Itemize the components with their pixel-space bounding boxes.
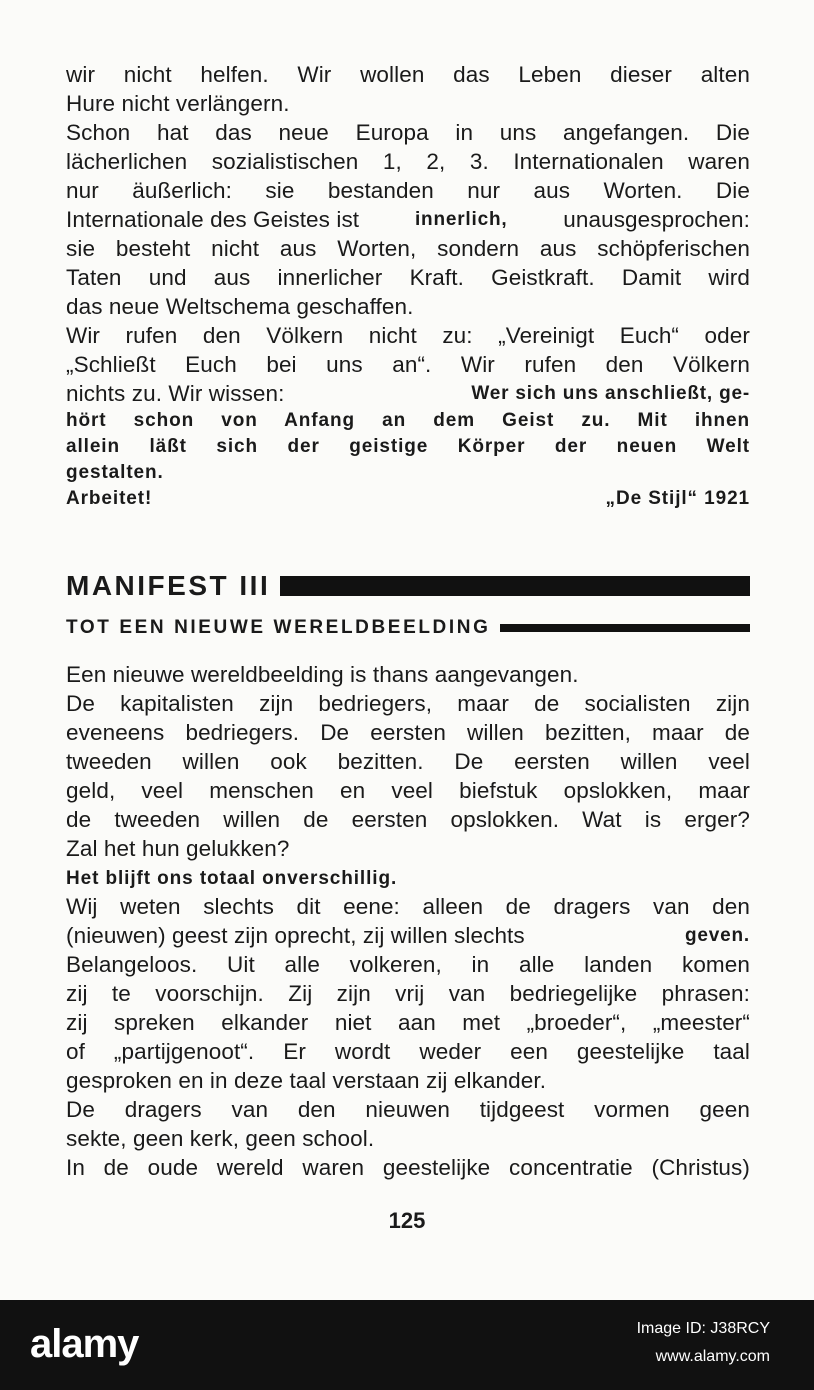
bold-text-line: allein läßt sich der geistige Körper der neuen Welt — [66, 436, 750, 457]
bold-text-line: Het blijft ons totaal onverschillig. — [66, 868, 398, 889]
watermark-bar — [0, 1300, 814, 1390]
title-rule — [280, 576, 750, 596]
text-fragment: Internationale des Geistes ist — [66, 207, 360, 232]
manifest-subtitle-row — [66, 614, 750, 642]
text-line — [66, 921, 750, 950]
text-line: Schon hat das neue Europa in uns angefangen. Die — [66, 120, 750, 145]
text-line: nur äußerlich: sie bestanden nur aus Worten. Die — [66, 178, 750, 203]
text-line: sekte, geen kerk, geen school. — [66, 1126, 375, 1151]
image-id: Image ID: J38RCY — [636, 1320, 770, 1337]
text-line: Wij weten slechts dit eene: alleen de dragers van den — [66, 894, 750, 919]
text-line: De kapitalisten zijn bedriegers, maar de socialisten zijn — [66, 691, 750, 716]
manifest-title: MANIFEST III — [66, 570, 271, 601]
site-url: www.alamy.com — [655, 1348, 770, 1365]
text-line: Hure nicht verlängern. — [66, 91, 290, 116]
subtitle-rule — [500, 624, 750, 632]
emphasis-text: innerlich, — [414, 209, 508, 230]
text-line — [66, 205, 750, 234]
bold-text-line: gestalten. — [66, 462, 164, 483]
text-line: zij te voorschijn. Zij zijn vrij van bedriegelijke phrasen: — [66, 981, 750, 1006]
emphasis-text: Wer sich uns anschließt, ge- — [471, 383, 750, 404]
emphasis-text: geven. — [685, 925, 750, 946]
text-fragment: unausgesprochen: — [563, 207, 750, 232]
page-number: 125 — [388, 1208, 426, 1233]
text-line: gesproken en in deze taal verstaan zij elkander. — [66, 1068, 547, 1093]
manifest-subtitle: TOT EEN NIEUWE WERELDBEELDING — [66, 617, 491, 638]
text-fragment: nichts zu. Wir wissen: — [66, 381, 285, 406]
text-line: geld, veel menschen en veel biefstuk opslokken, maar — [66, 778, 750, 803]
text-line: zij spreken elkander niet aan met „broeder“, „meester“ — [66, 1010, 750, 1035]
text-fragment: (nieuwen) geest zijn oprecht, zij willen slechts — [66, 923, 525, 948]
text-line: das neue Weltschema geschaffen. — [66, 294, 414, 319]
text-line: Taten und aus innerlicher Kraft. Geistkraft. Damit wird — [66, 265, 750, 290]
text-line: De dragers van den nieuwen tijdgeest vormen geen — [66, 1097, 750, 1122]
manifest-title-row — [66, 568, 750, 604]
text-line: eveneens bedriegers. De eersten willen bezitten, maar de — [66, 720, 750, 745]
text-line: lächerlichen sozialistischen 1, 2, 3. Internationalen waren — [66, 149, 750, 174]
signature-right: „De Stijl“ 1921 — [605, 488, 750, 509]
text-line: Wir rufen den Völkern nicht zu: „Vereinigt Euch“ oder — [66, 323, 750, 348]
text-line: Belangeloos. Uit alle volkeren, in alle landen komen — [66, 952, 750, 977]
signature-left: Arbeitet! — [66, 488, 153, 509]
text-line: de tweeden willen de eersten opslokken. Wat is erger? — [66, 807, 750, 832]
text-line: wir nicht helfen. Wir wollen das Leben dieser alten — [66, 62, 750, 87]
bold-text-line: hört schon von Anfang an dem Geist zu. Mit ihnen — [66, 410, 750, 431]
text-line: Een nieuwe wereldbeelding is thans aangevangen. — [66, 662, 579, 687]
text-line: of „partijgenoot“. Er wordt weder een geestelijke taal — [66, 1039, 750, 1064]
signature-line — [66, 484, 750, 513]
text-line: sie besteht nicht aus Worten, sondern aus schöpferischen — [66, 236, 750, 261]
text-line — [66, 379, 750, 408]
text-line: tweeden willen ook bezitten. De eersten willen veel — [66, 749, 750, 774]
text-line: In de oude wereld waren geestelijke concentratie (Christus) — [66, 1155, 750, 1180]
alamy-logo: alamy — [30, 1322, 139, 1366]
text-line: „Schließt Euch bei uns an“. Wir rufen den Völkern — [66, 352, 750, 377]
text-line: Zal het hun gelukken? — [66, 836, 290, 861]
